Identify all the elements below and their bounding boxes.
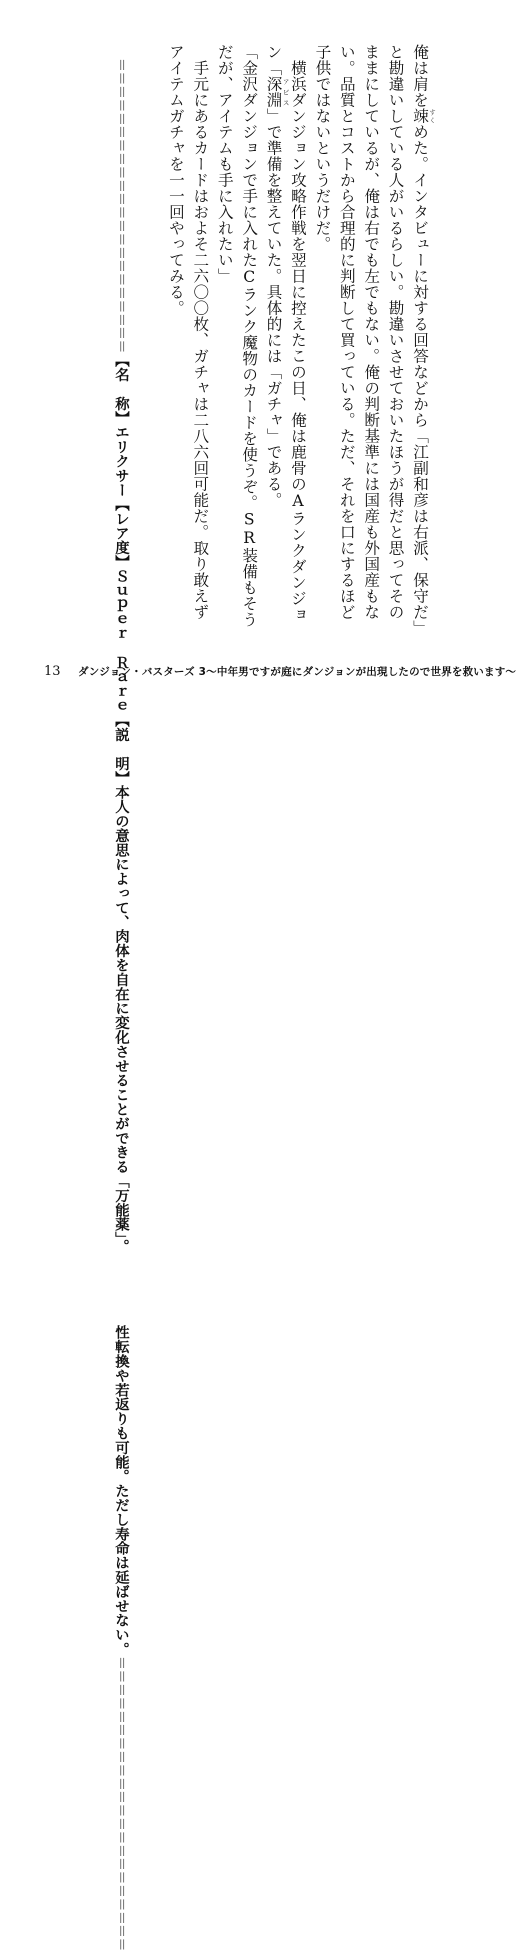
running-title: ダンジョン・バスターズ 3〜中年男ですが庭にダンジョンが出現したので世界を救います〜 [78,666,516,678]
paragraph-1-rest: めた。インタビューに対する回答などから「江副和彦は右派、保守だ」と勘違いしている人がいるらしい。勘違いさせておいたほうが得だと思ってそのままにしているが、俺は右でも左でもない。俺の判断基準には国産も外国産もない。品質とコストから合理的に判断して買っている。ただ、それを口にするほど子供ではないというだけだ。 [313,44,429,629]
card-rule-top: ＝＝＝＝＝＝＝＝＝＝＝＝＝＝＝＝＝＝＝＝＝＝ [113,58,129,353]
paragraph-3-dialogue: 「金沢ダンジョンで手に入れたCランク魔物のカードを使うぞ。SR装備もそうだが、アイテムも手に入れたい」 [215,44,259,628]
card-rule-bottom: ＝＝＝＝＝＝＝＝＝＝＝＝＝＝＝＝＝＝＝＝＝＝ [113,1656,129,1951]
paragraph-2 [261,44,310,629]
card-desc-label: 【説 明】 [113,712,129,785]
furigana-suku [411,108,436,124]
ruby-text: アビス [281,76,290,108]
paragraph-4: 手元にあるカードはおよそ二六〇〇枚、ガチャは二八六回可能だ。取り敢えずアイテムガチャを一一回やってみる。 [166,44,210,620]
ruby-base: 深淵 [264,76,283,108]
card-rarity-row [109,497,133,713]
card-desc-continued: 性転換や若返りも可能。ただし寿命は延ばせない。 [113,1324,129,1657]
card-desc-row [109,713,133,1253]
card-rarity-label: 【レア度】 [113,496,129,569]
paragraph-2-start: 横浜ダンジョン攻略作戦を翌日に控えたこの日、俺は鹿骨のAランクダンジョン「 [264,44,307,622]
paragraph-1 [310,44,436,629]
card-desc-line-1: 本人の意思によって、肉体を自在に変化させることができる「万能薬」。 [113,784,129,1253]
ruby-text: すく [428,108,436,124]
ruby-base: 竦 [411,108,429,124]
card-name-label: 【名 称】 [113,352,129,425]
item-card [109,58,133,1951]
card-rarity-value: Ｓｕｐｅｒ Ｒａｒｅ [113,568,129,713]
card-name-row [109,353,133,497]
paragraph-1-start: 俺は肩を [411,44,429,108]
page-footer [44,664,516,679]
furigana-abyss [264,76,290,108]
paragraph-2-rest: 」で準備を整えていた。具体的には「ガチャ」である。 [264,108,283,508]
page-number: 13 [44,664,61,679]
card-name-value: エリクサー [113,424,129,497]
